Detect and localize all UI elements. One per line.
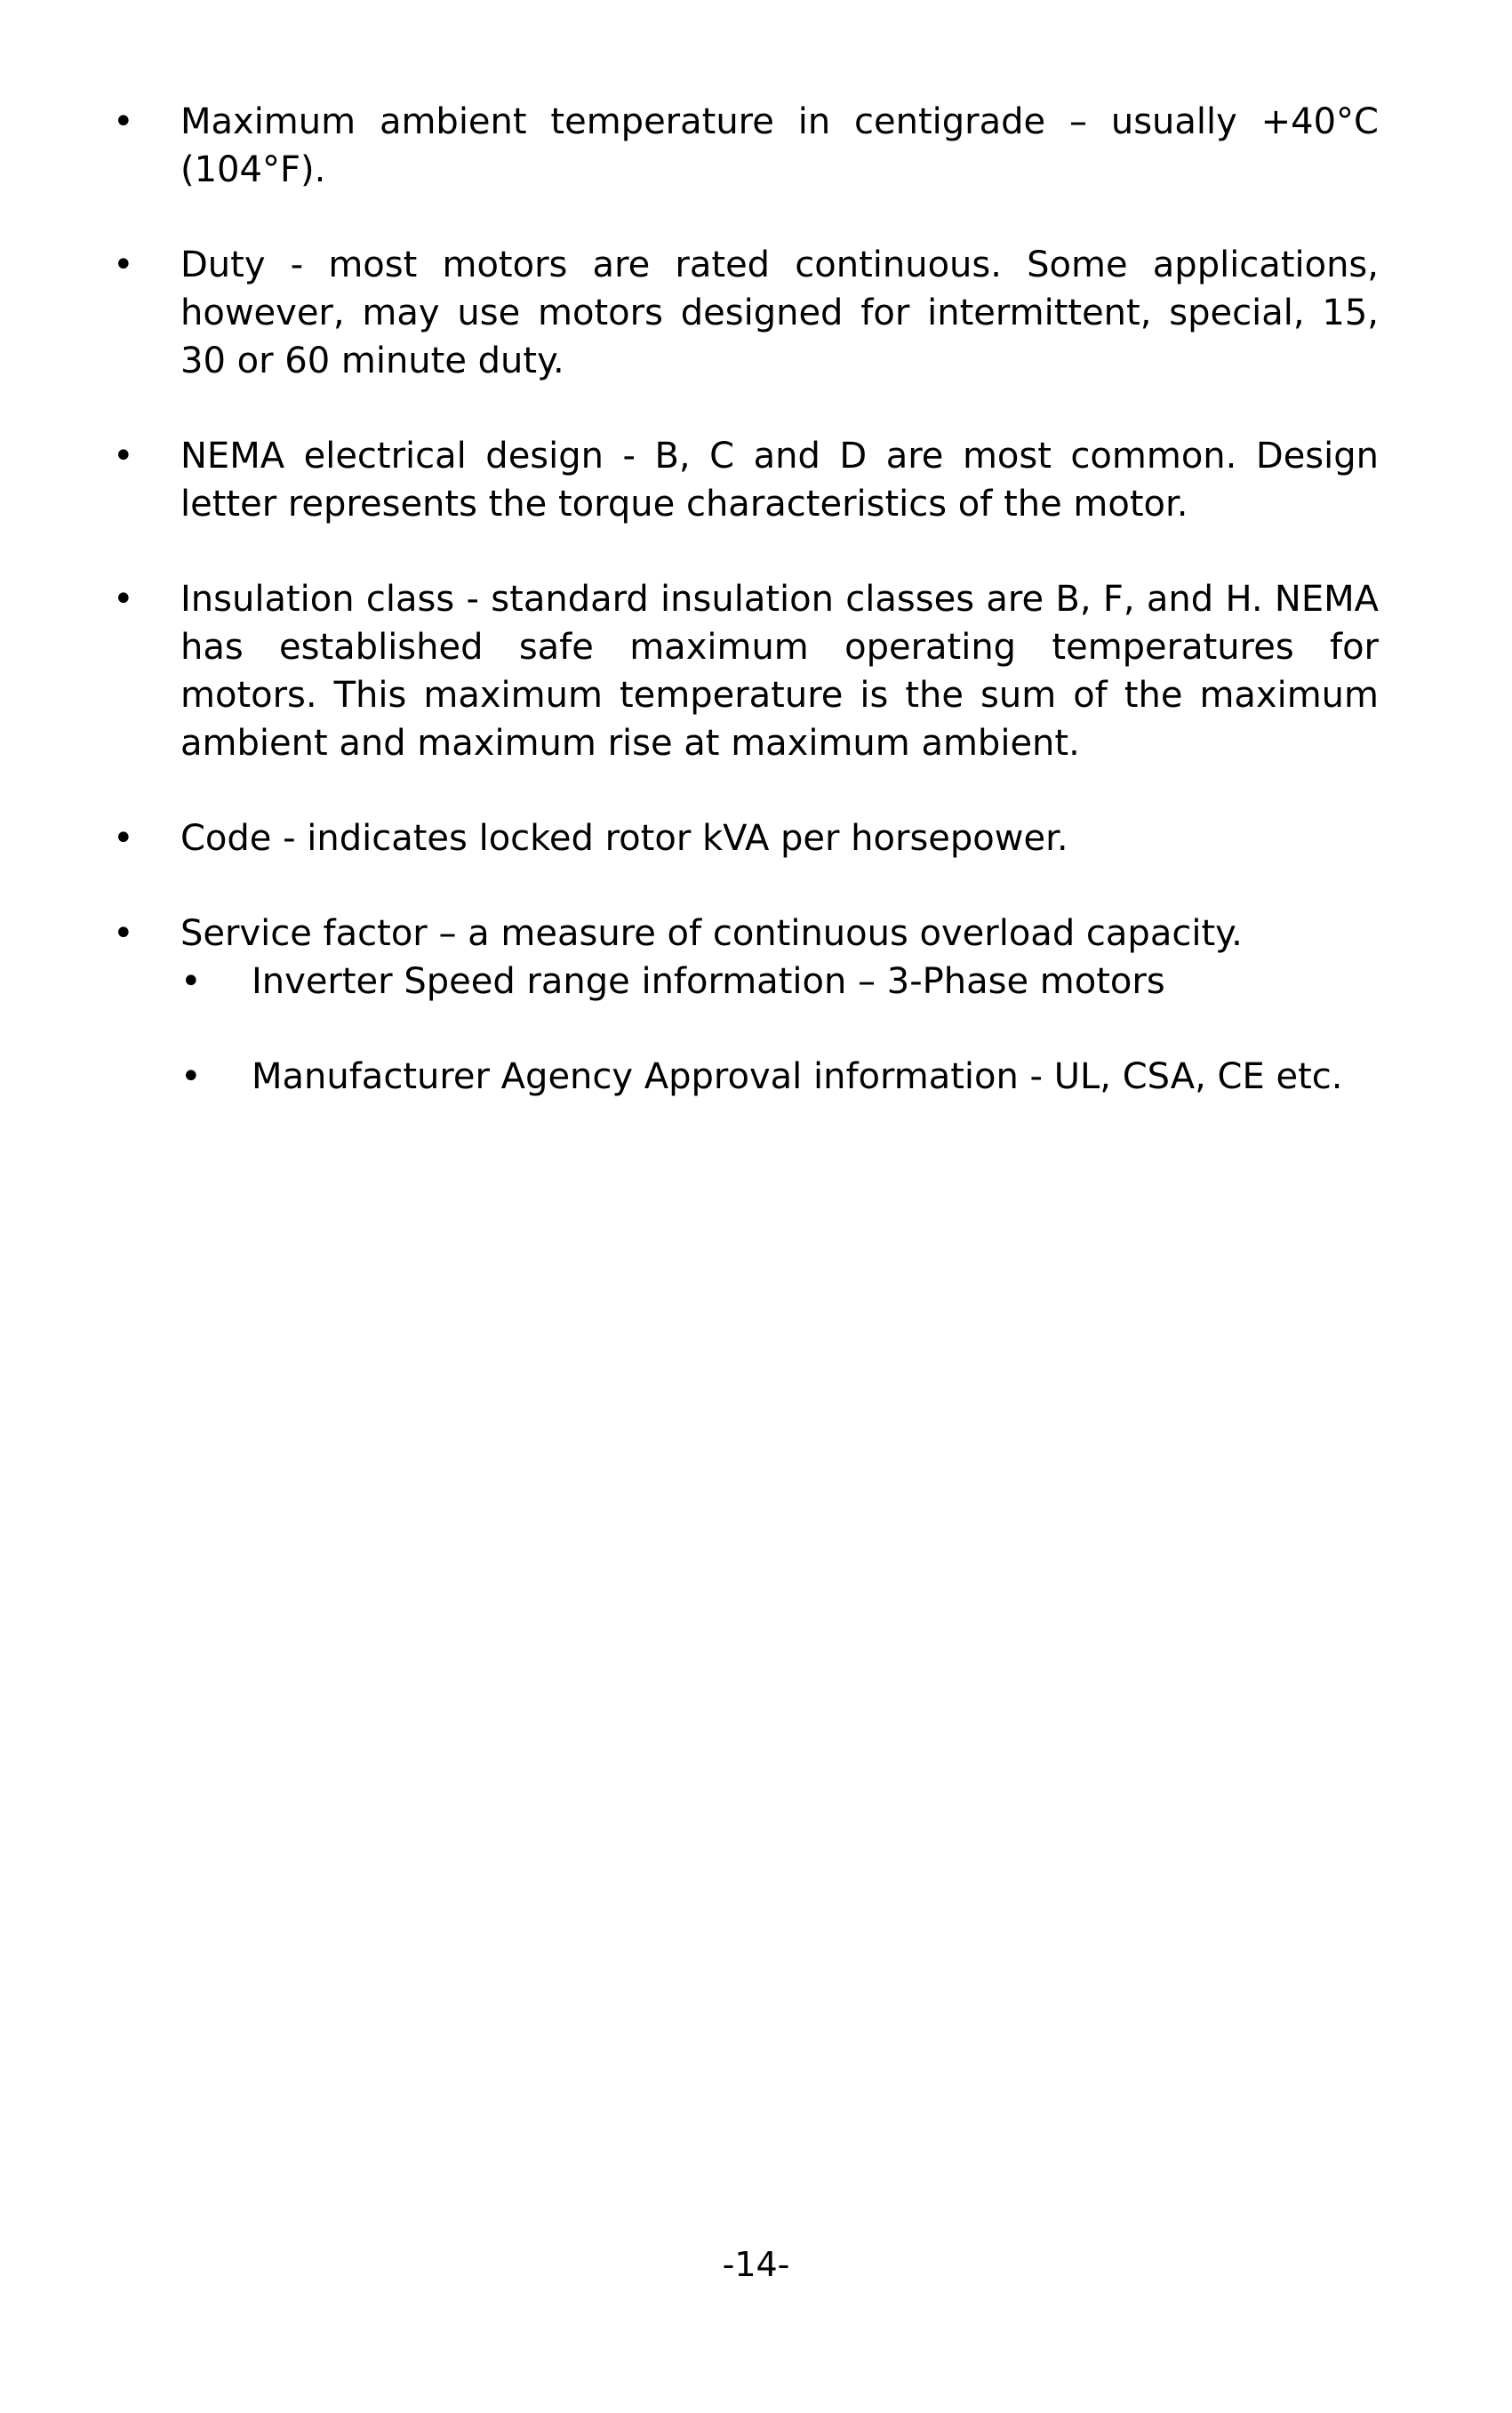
list-item-code (106, 814, 1379, 862)
list-item-nema-design (106, 432, 1379, 528)
list-item-text: Duty - most motors are rated continuous. Some applications, however, may use motors designed for intermittent, special, 15, 30 or 60 minute duty. (180, 245, 1379, 381)
bullet-icon: • (113, 245, 134, 285)
bullet-icon: • (113, 579, 134, 620)
sub-bullet-list (180, 958, 1379, 1101)
list-item-service-factor (106, 910, 1379, 1101)
list-item-text: Code - indicates locked rotor kVA per horsepower. (180, 818, 1068, 859)
list-item-text: NEMA electrical design - B, C and D are most common. Design letter represents the torque characteristics of the motor. (180, 436, 1379, 525)
sub-item-text: Inverter Speed range information – 3-Phase motors (252, 961, 1165, 1002)
sub-item-inverter-speed (180, 958, 1379, 1006)
sub-item-text: Manufacturer Agency Approval information - UL, CSA, CE etc. (252, 1056, 1343, 1097)
sub-item-agency-approval (180, 1053, 1379, 1101)
list-item-insulation-class (106, 575, 1379, 767)
bullet-icon: • (113, 913, 134, 954)
bullet-icon: • (113, 101, 134, 142)
bullet-icon: • (180, 961, 202, 1002)
page-number: -14- (722, 2245, 790, 2284)
list-item-ambient-temperature (106, 98, 1379, 194)
list-item-duty (106, 241, 1379, 385)
bullet-icon: • (180, 1056, 202, 1097)
motor-nameplate-bullet-list (106, 98, 1379, 1148)
bullet-icon: • (113, 818, 134, 859)
list-item-text: Insulation class - standard insulation classes are B, F, and H. NEMA has established safe maximum operating temperatures for motors. This maximum temperature is the sum of the maximum ambient and maximum rise at maximum ambient. (180, 579, 1379, 764)
list-item-text: Maximum ambient temperature in centigrade – usually +40°C (104°F). (180, 101, 1379, 190)
bullet-icon: • (113, 436, 134, 477)
list-item-text: Service factor – a measure of continuous overload capacity. (180, 913, 1243, 954)
